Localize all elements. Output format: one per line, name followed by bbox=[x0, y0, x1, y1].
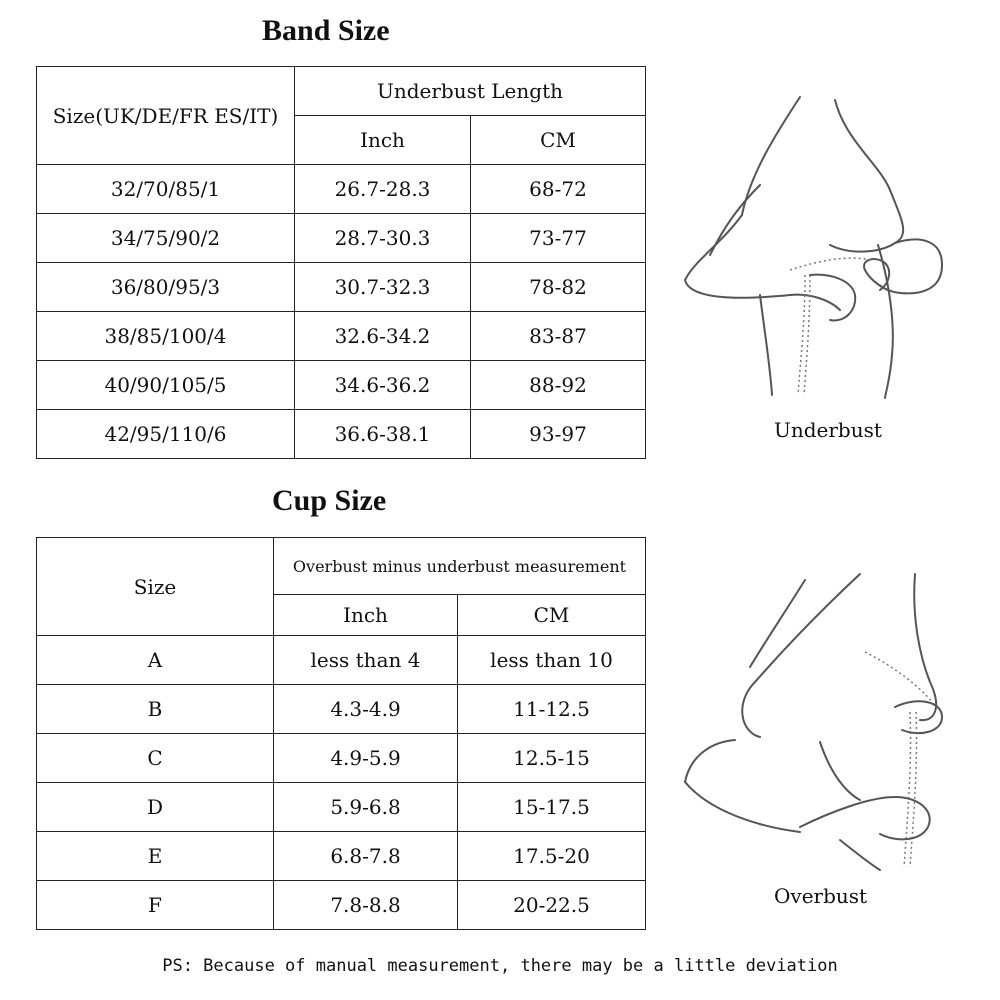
cup-inch-cell: 7.8-8.8 bbox=[274, 881, 458, 930]
table-row bbox=[37, 734, 646, 783]
cup-header-size: Size bbox=[37, 538, 274, 636]
table-row bbox=[37, 165, 646, 214]
cup-cm-cell: 12.5-15 bbox=[458, 734, 646, 783]
band-header-inch: Inch bbox=[295, 116, 471, 165]
cup-inch-cell: 5.9-6.8 bbox=[274, 783, 458, 832]
cup-size-cell: F bbox=[37, 881, 274, 930]
table-row bbox=[37, 214, 646, 263]
cup-size-cell: A bbox=[37, 636, 274, 685]
band-header-cm: CM bbox=[471, 116, 646, 165]
band-inch-cell: 30.7-32.3 bbox=[295, 263, 471, 312]
band-inch-cell: 32.6-34.2 bbox=[295, 312, 471, 361]
measurement-footnote: PS: Because of manual measurement, there may be a little deviation bbox=[162, 956, 838, 976]
band-cm-cell: 68-72 bbox=[471, 165, 646, 214]
table-row bbox=[37, 361, 646, 410]
cup-header-cm: CM bbox=[458, 595, 646, 636]
table-row bbox=[37, 263, 646, 312]
band-header-underbust-length: Underbust Length bbox=[295, 67, 646, 116]
cup-inch-cell: 6.8-7.8 bbox=[274, 832, 458, 881]
band-cm-cell: 93-97 bbox=[471, 410, 646, 459]
underbust-illustration bbox=[680, 95, 950, 400]
band-size-cell: 32/70/85/1 bbox=[37, 165, 295, 214]
cup-size-cell: D bbox=[37, 783, 274, 832]
cup-header-inch: Inch bbox=[274, 595, 458, 636]
band-inch-cell: 36.6-38.1 bbox=[295, 410, 471, 459]
band-cm-cell: 88-92 bbox=[471, 361, 646, 410]
cup-inch-cell: 4.9-5.9 bbox=[274, 734, 458, 783]
band-size-cell: 40/90/105/5 bbox=[37, 361, 295, 410]
cup-cm-cell: 15-17.5 bbox=[458, 783, 646, 832]
underbust-caption: Underbust bbox=[774, 418, 882, 442]
table-row bbox=[37, 685, 646, 734]
table-row bbox=[37, 410, 646, 459]
overbust-caption: Overbust bbox=[774, 884, 868, 908]
table-row bbox=[37, 636, 646, 685]
band-size-table bbox=[36, 66, 646, 459]
table-row bbox=[37, 783, 646, 832]
band-size-cell: 34/75/90/2 bbox=[37, 214, 295, 263]
band-inch-cell: 26.7-28.3 bbox=[295, 165, 471, 214]
cup-size-cell: C bbox=[37, 734, 274, 783]
band-header-size: Size(UK/DE/FR ES/IT) bbox=[37, 67, 295, 165]
cup-size-cell: E bbox=[37, 832, 274, 881]
cup-header-overbust-minus-underbust: Overbust minus underbust measurement bbox=[274, 538, 646, 595]
table-row bbox=[37, 881, 646, 930]
band-size-cell: 42/95/110/6 bbox=[37, 410, 295, 459]
table-row bbox=[37, 312, 646, 361]
overbust-illustration bbox=[680, 572, 950, 872]
band-inch-cell: 28.7-30.3 bbox=[295, 214, 471, 263]
band-cm-cell: 83-87 bbox=[471, 312, 646, 361]
table-row bbox=[37, 832, 646, 881]
cup-size-title: Cup Size bbox=[272, 484, 387, 517]
cup-inch-cell: 4.3-4.9 bbox=[274, 685, 458, 734]
cup-inch-cell: less than 4 bbox=[274, 636, 458, 685]
cup-cm-cell: 11-12.5 bbox=[458, 685, 646, 734]
cup-cm-cell: 17.5-20 bbox=[458, 832, 646, 881]
band-size-title: Band Size bbox=[262, 14, 390, 47]
cup-size-table bbox=[36, 537, 646, 930]
band-inch-cell: 34.6-36.2 bbox=[295, 361, 471, 410]
band-cm-cell: 78-82 bbox=[471, 263, 646, 312]
cup-cm-cell: 20-22.5 bbox=[458, 881, 646, 930]
band-size-cell: 38/85/100/4 bbox=[37, 312, 295, 361]
band-cm-cell: 73-77 bbox=[471, 214, 646, 263]
cup-cm-cell: less than 10 bbox=[458, 636, 646, 685]
band-size-cell: 36/80/95/3 bbox=[37, 263, 295, 312]
cup-size-cell: B bbox=[37, 685, 274, 734]
